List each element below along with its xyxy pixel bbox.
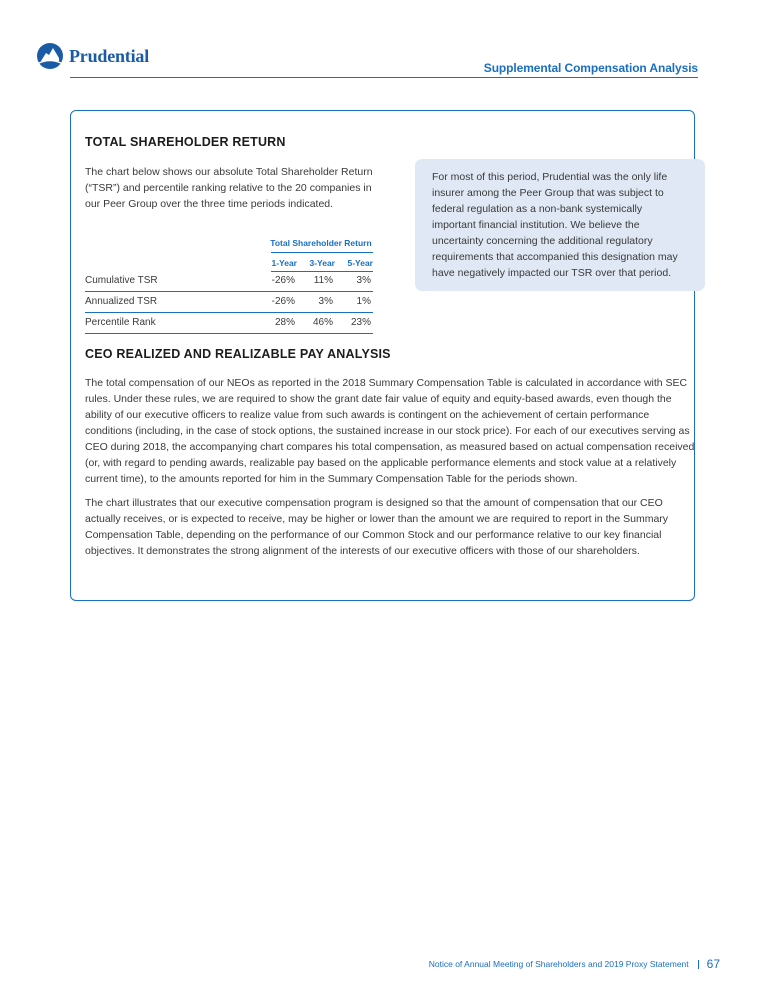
tsr-callout: For most of this period, Prudential was the only life insurer among the Peer Group that was subject to federal regulation as a non-bank systemically important financial institution. We believe the uncertainty concerning the additional regulatory requirements that accompanied this designation may have negatively impacted our TSR over that period. bbox=[415, 159, 705, 291]
row-label: Annualized TSR bbox=[85, 296, 158, 307]
tsr-heading: TOTAL SHAREHOLDER RETURN bbox=[85, 135, 286, 149]
cell-3-year: 11% bbox=[313, 275, 333, 286]
brand-logo bbox=[36, 42, 149, 70]
table-group-header: Total Shareholder Return bbox=[270, 238, 372, 248]
cell-5-year: 1% bbox=[356, 296, 371, 307]
table-row bbox=[85, 272, 373, 292]
tsr-intro-text: The chart below shows our absolute Total Shareholder Return (“TSR”) and percentile ranking relative to the 20 companies in our Peer Group over the three time periods indicated. bbox=[85, 166, 373, 210]
footer-text: Notice of Annual Meeting of Shareholders and 2019 Proxy Statement bbox=[428, 959, 689, 969]
ceo-pay-body bbox=[85, 375, 697, 567]
section-title: Supplemental Compensation Analysis bbox=[483, 61, 698, 75]
content-panel bbox=[70, 110, 695, 601]
cell-1-year: 28% bbox=[274, 317, 295, 328]
column-header-5-year: 5-Year bbox=[347, 258, 373, 268]
cell-1-year: -26% bbox=[271, 275, 295, 286]
footer-separator bbox=[698, 960, 699, 969]
paragraph: The chart illustrates that our executive compensation program is designed so that the amount of compensation that our CEO actually receives, or is expected to receive, may be higher or lower than the amount we are required to report in the Summary Compensation Table, depending on the performance of our Common Stock and our performance relative to our key financial objectives. It demonstrates the strong alignment of the interests of our executive officers with those of our shareholders. bbox=[85, 497, 669, 557]
table-group-rule bbox=[271, 252, 373, 253]
cell-5-year: 23% bbox=[350, 317, 371, 328]
table-row bbox=[85, 314, 373, 334]
cell-1-year: -26% bbox=[271, 296, 295, 307]
cell-5-year: 3% bbox=[356, 275, 371, 286]
row-label: Percentile Rank bbox=[85, 317, 156, 328]
brand-name: Prudential bbox=[69, 45, 150, 66]
header-divider bbox=[70, 77, 698, 78]
page-number: 67 bbox=[706, 957, 720, 971]
page-footer bbox=[429, 957, 720, 971]
rock-of-gibraltar-icon bbox=[36, 42, 64, 70]
row-label: Cumulative TSR bbox=[85, 275, 158, 286]
paragraph: The total compensation of our NEOs as reported in the 2018 Summary Compensation Table is calculated in accordance with SEC rules. Under these rules, we are required to show the grant date fair value of equity and equity-based awards, even though the ability of our executive officers to realize value from such awards is contingent on the achievement of certain performance conditions (including, in the case of stock options, the sustained increase in our stock price). For each of our executives serving as CEO during 2018, the accompanying chart compares his total compensation, as measured based on actual compensation received (or, with regard to pending awards, realizable pay based on the applicable performance elements and stock value at a relatively current time), to the amounts reported for him in the Summary Compensation Table for the periods shown. bbox=[85, 377, 695, 485]
ceo-pay-heading: CEO REALIZED AND REALIZABLE PAY ANALYSIS bbox=[85, 347, 391, 361]
cell-3-year: 46% bbox=[312, 317, 333, 328]
table-row bbox=[85, 293, 373, 313]
column-header-1-year: 1-Year bbox=[271, 258, 297, 268]
cell-3-year: 3% bbox=[318, 296, 333, 307]
column-header-3-year: 3-Year bbox=[309, 258, 335, 268]
